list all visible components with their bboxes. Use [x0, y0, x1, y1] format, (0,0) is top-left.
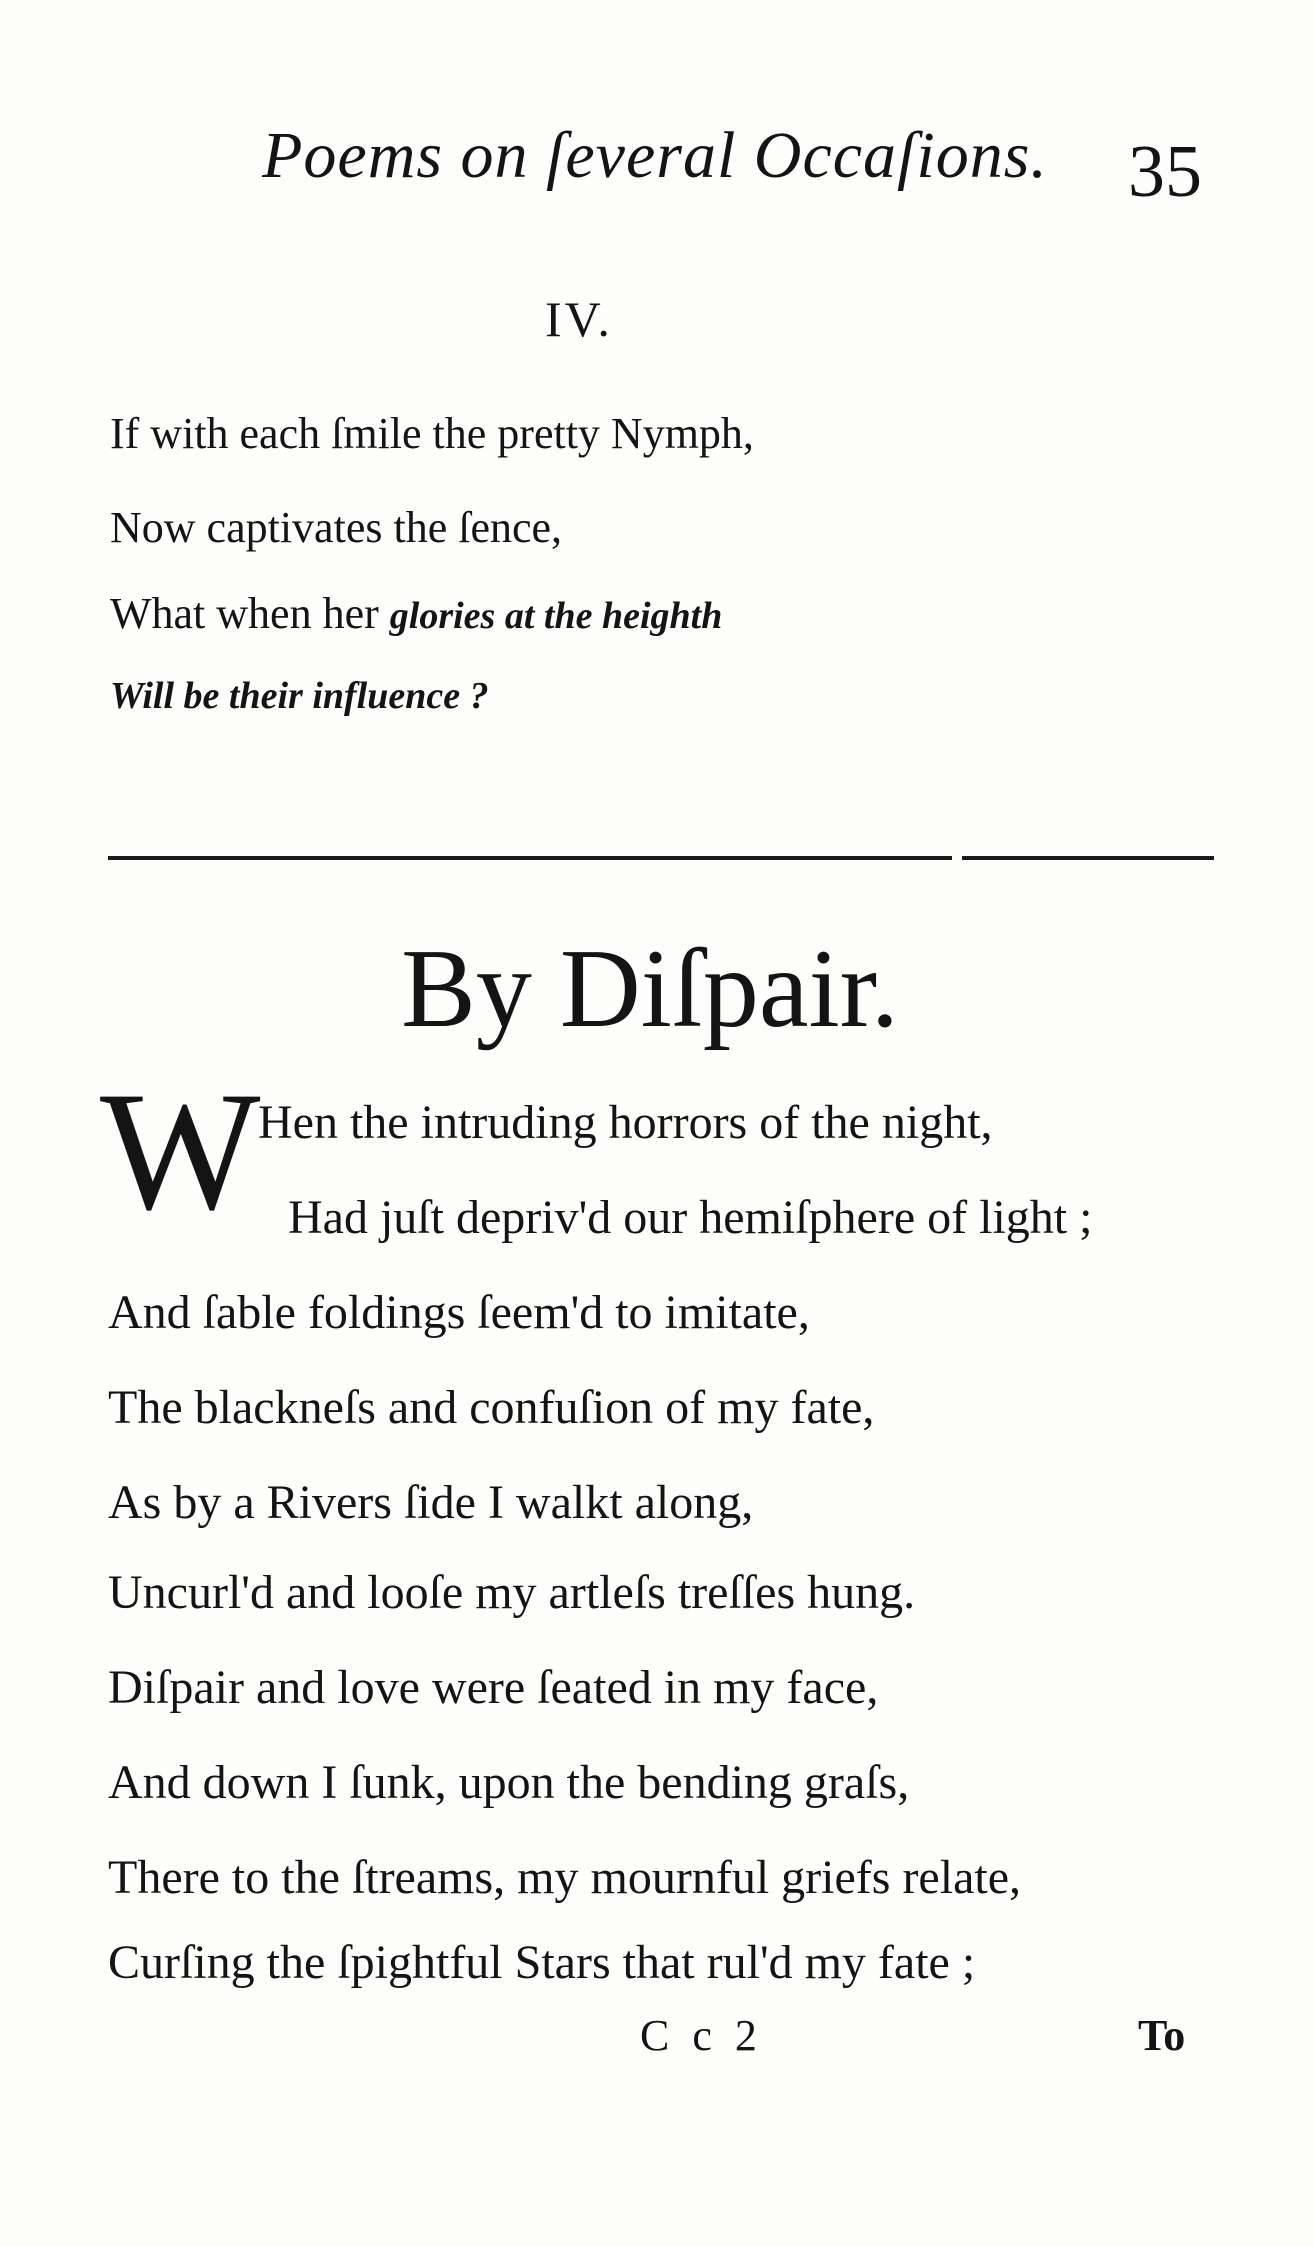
stanza-line: Will be their influence ? [110, 675, 489, 717]
poem-line: The blackneſs and confuſion of my fate, [108, 1381, 875, 1434]
poem-line: There to the ſtreams, my mournful griefs relate, [108, 1851, 1022, 1904]
poem-line: Hen the intruding horrors of the night, [258, 1096, 993, 1149]
signature-mark: C c 2 [640, 2011, 763, 2060]
poem-line: Uncurl'd and looſe my artleſs treſſes hung. [108, 1566, 916, 1619]
catchword: To [1138, 2011, 1186, 2060]
divider-gap [952, 852, 962, 866]
section-divider-rule [108, 856, 1214, 860]
drop-cap: W [100, 1057, 261, 1245]
running-header-title: Poems on ſeveral Occaſions. [262, 119, 1048, 192]
poem-line: Curſing the ſpightful Stars that rul'd my fate ; [108, 1936, 976, 1989]
poem-line: And down I ſunk, upon the bending graſs, [108, 1756, 910, 1809]
poem-line: As by a Rivers ſide I walkt along, [108, 1476, 754, 1529]
poem-line: Had juſt depriv'd our hemiſphere of light ; [288, 1191, 1093, 1244]
stanza-line-roman: What when her [110, 589, 390, 638]
stanza-line-italic: glories at the heighth [389, 595, 723, 637]
poem-line: Diſpair and love were ſeated in my face, [108, 1661, 879, 1714]
page-number: 35 [1128, 131, 1202, 213]
stanza-line [110, 588, 722, 639]
stanza-line: If with each ſmile the pretty Nymph, [110, 409, 754, 458]
stanza-line: Now captivates the ſence, [110, 503, 563, 552]
poem-title: By Diſpair. [401, 927, 899, 1051]
poem-line: And ſable foldings ſeem'd to imitate, [108, 1286, 810, 1339]
stanza-number: IV. [545, 291, 613, 347]
